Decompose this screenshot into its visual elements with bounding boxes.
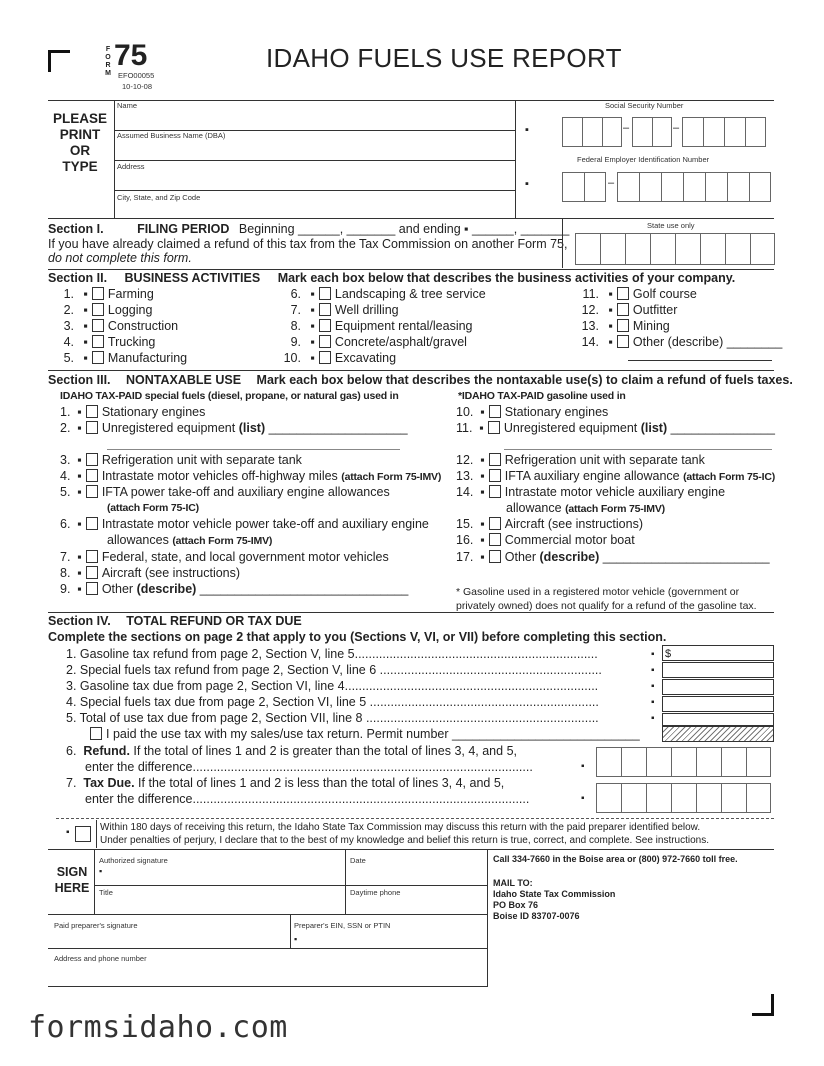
checkbox[interactable] [86, 469, 98, 482]
tax-due-line: 7. Tax Due. If the total of lines 1 and 2 is less than the total of lines 3, 4, and 5, [66, 776, 505, 790]
amount-hatched [662, 726, 774, 742]
perjury-text: Under penalties of perjury, I declare that to the best of my knowledge and belief this return is true, correct, and complete. See instructions. [100, 835, 710, 846]
business-activity-10[interactable]: 10. ▪ Excavating [283, 351, 397, 365]
checkbox[interactable] [90, 727, 102, 740]
total-line-3: 3. Gasoline tax due from page 2, Section VI, line 4......................................................................... [66, 679, 599, 693]
fein-input[interactable] [562, 172, 606, 202]
business-activity-11[interactable]: 11. ▪ Golf course [582, 287, 697, 301]
total-line-5: 5. Total of use tax due from page 2, Section VII, line 8 ................................................................... [66, 711, 599, 725]
addr-phone-field[interactable] [50, 963, 486, 985]
checkbox[interactable] [319, 319, 331, 332]
nontax-item-6[interactable]: 6. ▪ Intrastate motor vehicle power take-off and auxiliary engine [60, 517, 429, 531]
fein-input-2[interactable] [617, 172, 771, 202]
nontax-item-12[interactable]: 12. ▪ Refrigeration unit with separate tank [456, 453, 705, 467]
corner-mark-bottom-right [752, 994, 774, 1016]
business-activity-1[interactable]: 1. ▪ Farming [63, 287, 154, 301]
business-activity-4[interactable]: 4. ▪ Trucking [63, 335, 156, 349]
checkbox[interactable] [86, 485, 98, 498]
checkbox[interactable] [489, 453, 501, 466]
business-activity-12[interactable]: 12. ▪ Outfitter [581, 303, 678, 317]
checkbox[interactable] [319, 303, 331, 316]
sign-here: SIGN HERE [54, 865, 90, 895]
line-bullets: ▪ ▪ ▪ ▪ ▪ [651, 649, 655, 724]
address-field[interactable] [116, 171, 514, 191]
checkbox[interactable] [86, 453, 98, 466]
checkbox[interactable] [617, 319, 629, 332]
nontax-item-15[interactable]: 15. ▪ Aircraft (see instructions) [456, 517, 643, 531]
address-label: Address [117, 162, 145, 171]
nontax-item-6-cont: allowances (attach Form 75-IMV) [107, 533, 273, 547]
checkbox[interactable] [489, 517, 501, 530]
please-print: PLEASE PRINT OR TYPE [52, 111, 107, 174]
phone-field[interactable] [347, 897, 486, 913]
checkbox[interactable] [92, 287, 104, 300]
form-number: 75 [114, 39, 148, 72]
section2-instruction: Mark each box below that describes the business activities of your company. [277, 271, 736, 285]
checkbox[interactable] [319, 335, 331, 348]
discuss-text: Within 180 days of receiving this return, the Idaho State Tax Commission may discuss this return with the paid preparer identified below. [100, 822, 701, 833]
section1-note: If you have already claimed a refund of this tax from the Tax Commission on another Form 75, [48, 237, 568, 251]
ssn-input[interactable] [562, 117, 622, 147]
checkbox[interactable] [489, 469, 501, 482]
business-activity-6[interactable]: 6. ▪ Landscaping & tree service [290, 287, 486, 301]
checkbox[interactable] [86, 405, 98, 418]
filing-period-field[interactable]: Beginning ______, _______ and ending ▪ ______, _______ [238, 222, 570, 236]
ssn-label: Social Security Number [605, 101, 684, 110]
section4-title: TOTAL REFUND OR TAX DUE [126, 614, 302, 628]
section1-note-2: do not complete this form. [48, 251, 192, 265]
section3-instruction: Mark each box below that describes the nontaxable use(s) to claim a refund of fuels taxes. [256, 373, 793, 387]
amount-field-4[interactable] [662, 696, 774, 712]
amount-field-5[interactable] [662, 713, 774, 726]
city-label: City, State, and Zip Code [117, 193, 201, 202]
section3-heading: Section III. [48, 373, 111, 387]
checkbox[interactable] [488, 421, 500, 434]
business-activity-5[interactable]: 5. ▪ Manufacturing [63, 351, 188, 365]
state-use-label: State use only [647, 221, 695, 230]
checkbox[interactable] [86, 582, 98, 595]
nontax-item-13[interactable]: 13. ▪ IFTA auxiliary engine allowance (attach Form 75-IC) [456, 469, 776, 483]
ssn-dash-2: – [673, 122, 680, 134]
business-activity-14[interactable]: 14. ▪ Other (describe) ________ [581, 335, 783, 349]
checkbox[interactable] [319, 287, 331, 300]
business-activity-3[interactable]: 3. ▪ Construction [63, 319, 179, 333]
amount-field-1[interactable]: $ [662, 645, 774, 661]
nontax-item-14-cont: allowance (attach Form 75-IMV) [506, 501, 665, 515]
name-field[interactable] [116, 110, 514, 130]
checkbox[interactable] [489, 550, 501, 563]
ssn-dash-1: – [623, 122, 630, 134]
checkbox[interactable] [617, 287, 629, 300]
date-label: Date [350, 856, 366, 865]
section3-right-heading: *IDAHO TAX-PAID gasoline used in [458, 390, 626, 402]
date-field[interactable] [347, 866, 486, 884]
checkbox[interactable] [86, 550, 98, 563]
checkbox[interactable] [92, 303, 104, 316]
preparer-bullet: ▪ [66, 827, 70, 838]
discuss-checkbox[interactable] [75, 826, 91, 842]
fein-dash: – [608, 177, 615, 189]
dba-label: Assumed Business Name (DBA) [117, 131, 226, 140]
state-use-cells [575, 233, 775, 265]
checkbox[interactable] [86, 517, 98, 530]
business-activity-2[interactable]: 2. ▪ Logging [63, 303, 153, 317]
paid-sig-label: Paid preparer's signature [54, 921, 138, 930]
total-line-4: 4. Special fuels tax due from page 2, Section VI, line 5 .................................................................. [66, 695, 599, 709]
total-line-1: 1. Gasoline tax refund from page 2, Section V, line 5...................................................................... [66, 647, 598, 661]
refund-amount[interactable] [596, 747, 771, 777]
checkbox[interactable] [92, 335, 104, 348]
amount-field-2[interactable] [662, 662, 774, 678]
nontax-item-16[interactable]: 16. ▪ Commercial motor boat [456, 533, 635, 547]
tax-due-amount[interactable] [596, 783, 771, 813]
ssn-bullet: ▪ [525, 124, 529, 136]
total-line-2: 2. Special fuels tax refund from page 2, Section V, line 6 ................................................................ [66, 663, 602, 677]
prep-ein-field[interactable] [292, 930, 486, 947]
section4-heading: Section IV. [48, 614, 111, 628]
paid-sig-field[interactable] [50, 930, 289, 947]
watermark: formsidaho.com [28, 1010, 288, 1045]
nontax-item-17[interactable]: 17. ▪ Other (describe) ________________________ [456, 550, 770, 564]
addr-phone-label: Address and phone number [54, 954, 147, 963]
auth-sig-bullet: ▪ [99, 866, 103, 876]
business-activity-9[interactable]: 9. ▪ Concrete/asphalt/gravel [290, 335, 467, 349]
section3-title: NONTAXABLE USE [126, 373, 242, 387]
ssn-input-2[interactable] [632, 117, 672, 147]
auth-sig-label: Authorized signature [99, 856, 168, 865]
page-title: IDAHO FUELS USE REPORT [266, 43, 622, 73]
refund-line-2: enter the difference.................................................................................................. [85, 760, 533, 774]
section3-left-heading: IDAHO TAX-PAID special fuels (diesel, propane, or natural gas) used in [60, 390, 399, 402]
nontax-item-1[interactable]: 1. ▪ Stationary engines [60, 405, 206, 419]
city-field[interactable] [116, 202, 514, 218]
checkbox[interactable] [92, 351, 104, 364]
section1-title: FILING PERIOD [137, 222, 230, 236]
fein-label: Federal Employer Identification Number [577, 155, 710, 164]
prep-ein-label: Preparer's EIN, SSN or PTIN [294, 921, 391, 930]
checkbox[interactable] [319, 351, 331, 364]
form-letters: F O R M [105, 46, 111, 77]
form-code: EFO00055 [118, 71, 155, 80]
mail-to: MAIL TO: Idaho State Tax Commission PO Box 76 Boise ID 83707-0076 [493, 878, 616, 921]
nontax-item-5[interactable]: 5. ▪ IFTA power take-off and auxiliary engine allowances [60, 485, 390, 499]
business-activity-8[interactable]: 8. ▪ Equipment rental/leasing [290, 319, 473, 333]
checkbox[interactable] [489, 405, 501, 418]
nontax-item-5-attach: (attach Form 75-IC) [107, 502, 199, 514]
nontax-item-11[interactable]: 11. ▪ Unregistered equipment (list) _______________ [456, 421, 775, 435]
refund-line: 6. Refund. If the total of lines 1 and 2 is greater than the total of lines 3, 4, and 5, [66, 744, 517, 758]
phone-label: Daytime phone [350, 888, 401, 897]
section4-instruction: Complete the sections on page 2 that apply to you (Sections V, VI, or VII) before completing this section. [48, 630, 667, 644]
checkbox[interactable] [489, 533, 501, 546]
nontax-item-4[interactable]: 4. ▪ Intrastate motor vehicles off-highway miles (attach Form 75-IMV) [60, 469, 442, 483]
nontax-item-9[interactable]: 9. ▪ Other (describe) ______________________________ [60, 582, 409, 596]
checkbox[interactable] [86, 566, 98, 579]
name-label: Name [117, 101, 138, 110]
gasoline-footnote: * Gasoline used in a registered motor vehicle (government or privately owned) does not qualify for a refund of the gasoline tax. [456, 586, 757, 612]
title-label: Title [99, 888, 113, 897]
dba-field[interactable] [116, 140, 514, 160]
nontax-item-10[interactable]: 10. ▪ Stationary engines [456, 405, 609, 419]
checkbox[interactable] [86, 421, 98, 434]
tax-due-line-2: enter the difference................................................................................................. [85, 792, 530, 806]
nontax-item-2[interactable]: 2. ▪ Unregistered equipment (list) ____________________ [60, 421, 408, 435]
checkbox[interactable] [617, 303, 629, 316]
corner-mark-top-left [48, 50, 70, 72]
checkbox[interactable] [617, 335, 629, 348]
checkbox[interactable] [489, 485, 501, 498]
fein-bullet: ▪ [525, 178, 529, 190]
nontax-item-7[interactable]: 7. ▪ Federal, state, and local government motor vehicles [60, 550, 389, 564]
section2-title: BUSINESS ACTIVITIES [124, 271, 261, 285]
tax-due-bullet: ▪ [581, 793, 585, 804]
refund-bullet: ▪ [581, 761, 585, 772]
form-date: 10-10-08 [122, 82, 153, 91]
auth-sig-field[interactable] [96, 866, 344, 884]
prep-ein-bullet: ▪ [294, 934, 298, 944]
nontax-item-14[interactable]: 14. ▪ Intrastate motor vehicle auxiliary engine [456, 485, 726, 499]
ssn-input-3[interactable] [682, 117, 766, 147]
business-activity-7[interactable]: 7. ▪ Well drilling [290, 303, 399, 317]
call-info: Call 334-7660 in the Boise area or (800) 972-7660 toll free. [493, 854, 738, 864]
title-field[interactable] [96, 897, 344, 913]
nontax-item-3[interactable]: 3. ▪ Refrigeration unit with separate tank [60, 453, 302, 467]
business-activity-13[interactable]: 13. ▪ Mining [581, 319, 670, 333]
section2-heading: Section II. [48, 271, 108, 285]
section1-heading: Section I. [48, 222, 104, 236]
amount-field-3[interactable] [662, 679, 774, 695]
paid-use-tax[interactable]: I paid the use tax with my sales/use tax return. Permit number ___________________________ [90, 727, 640, 741]
checkbox[interactable] [92, 319, 104, 332]
nontax-item-8[interactable]: 8. ▪ Aircraft (see instructions) [60, 566, 241, 580]
